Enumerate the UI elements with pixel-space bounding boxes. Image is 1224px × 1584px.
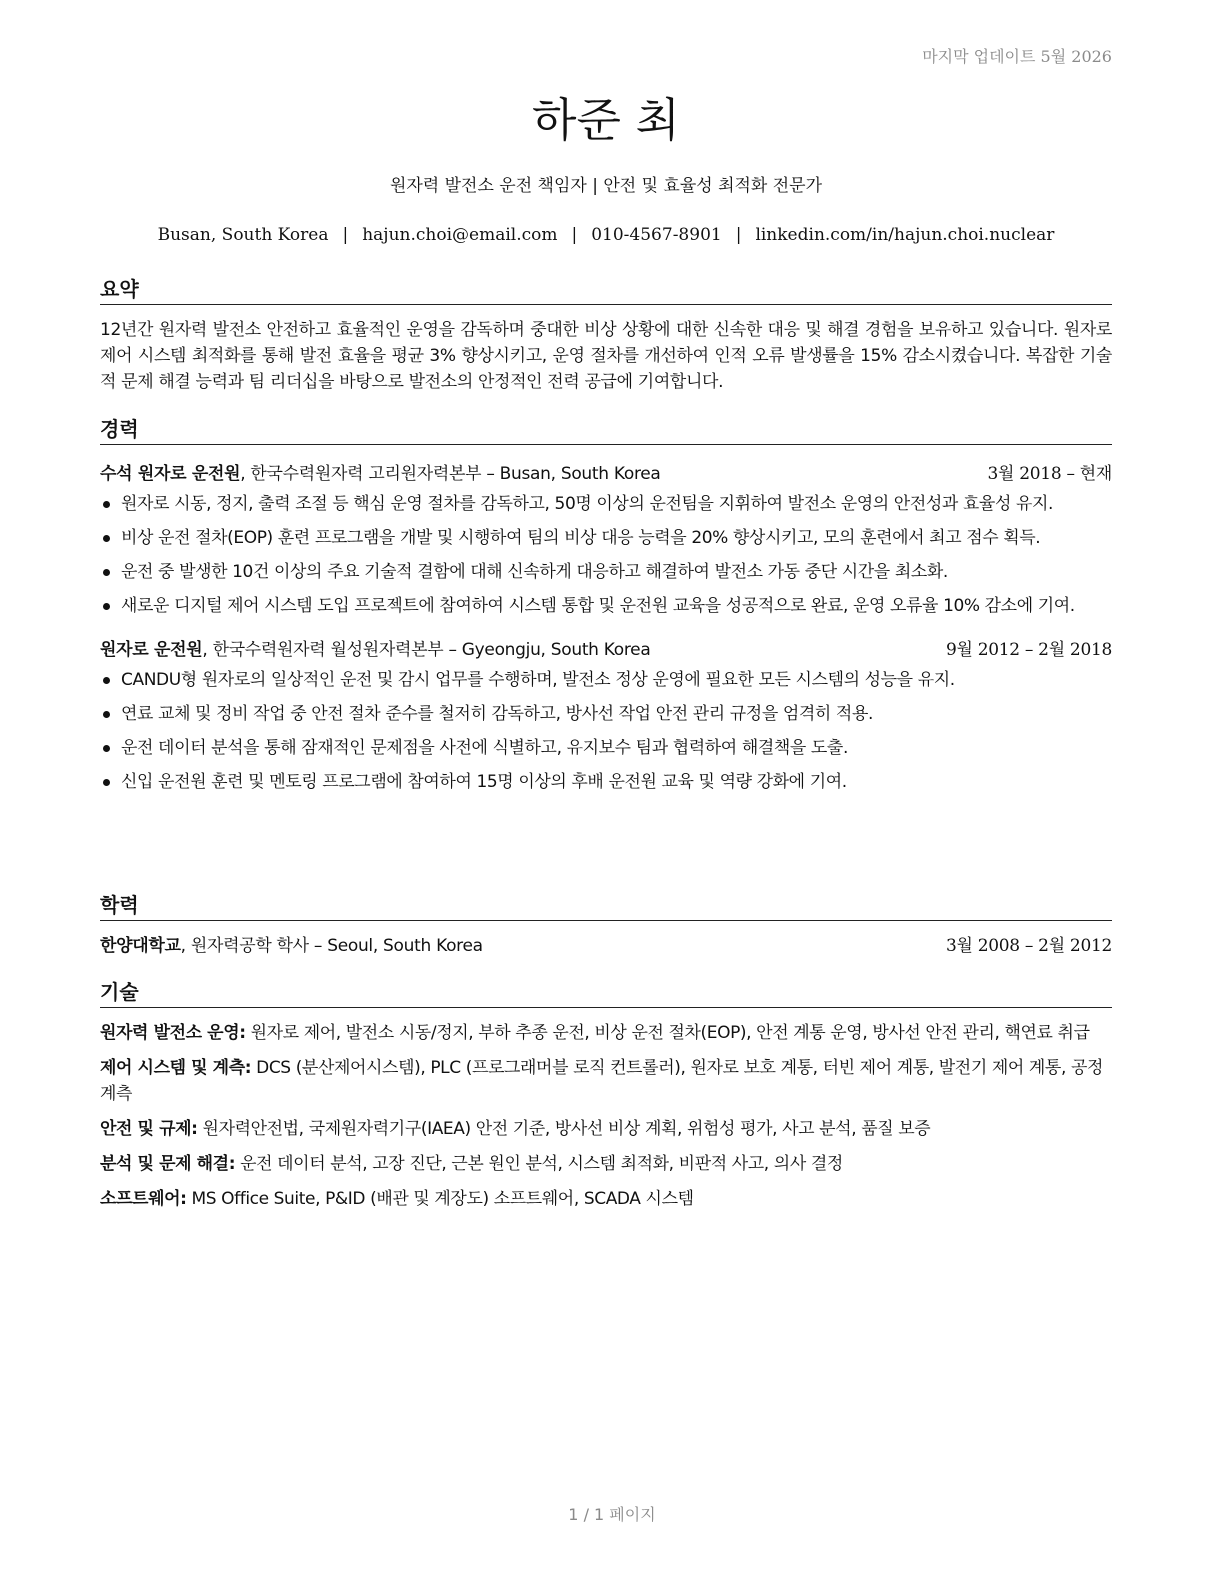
bullet-text: 비상 운전 절차(EOP) 훈련 프로그램을 개발 및 시행하여 팀의 비상 대응 능력을 20% 향상시키고, 모의 훈련에서 최고 점수 획득. (121, 528, 1041, 548)
skill-label: 소프트웨어: (100, 1189, 187, 1209)
contact-phone: 010-4567-8901 (591, 225, 722, 245)
bullet-item (100, 559, 1112, 585)
job-dates: 9월 2012 – 2월 2018 (945, 640, 1112, 660)
skill-item (100, 1055, 1112, 1107)
contact-location: Busan, South Korea (157, 225, 329, 245)
bullet-icon (103, 603, 110, 610)
contact-linkedin[interactable]: linkedin.com/in/hajun.choi.nuclear (755, 225, 1055, 245)
contact-email[interactable]: hajun.choi@email.com (362, 225, 558, 245)
bullet-text: 운전 중 발생한 10건 이상의 주요 기술적 결함에 대해 신속하게 대응하고 해결하여 발전소 가동 중단 시간을 최소화. (121, 562, 948, 582)
skill-label: 제어 시스템 및 계측: (100, 1058, 252, 1078)
section-title-experience: 경력 (100, 416, 1112, 445)
skill-text: 운전 데이터 분석, 고장 진단, 근본 원인 분석, 시스템 최적화, 비판적 사고, 의사 결정 (235, 1154, 843, 1174)
section-title-skills: 기술 (100, 979, 1112, 1008)
headline: 원자력 발전소 운전 책임자 | 안전 및 효율성 최적화 전문가 (389, 176, 823, 196)
skill-text: DCS (분산제어시스템), PLC (프로그래머블 로직 컨트롤러), 원자로 보호 계통, 터빈 제어 계통, 발전기 제어 계통, 공정 계측 (100, 1058, 1103, 1104)
job-header (100, 461, 1112, 487)
job-role: 수석 원자로 운전원 (100, 464, 241, 484)
job-dates: 3월 2018 – 현재 (987, 464, 1112, 484)
school-name: 한양대학교 (100, 936, 181, 956)
bullet-item (100, 735, 1112, 761)
job-entry (100, 637, 1112, 795)
bullet-icon (103, 501, 110, 508)
bullet-text: CANDU형 원자로의 일상적인 운전 및 감시 업무를 수행하며, 발전소 정상 운영에 필요한 모든 시스템의 성능을 유지. (121, 670, 955, 690)
skill-label: 원자력 발전소 운영: (100, 1023, 246, 1043)
bullet-text: 신입 운전원 훈련 및 멘토링 프로그램에 참여하여 15명 이상의 후배 운전원 교육 및 역량 강화에 기여. (121, 772, 847, 792)
summary-section (100, 276, 1112, 395)
bullet-item (100, 667, 1112, 693)
contact-separator: | (342, 225, 349, 245)
bullet-item (100, 491, 1112, 517)
bullet-text: 원자로 시동, 정지, 출력 조절 등 핵심 운영 절차를 감독하고, 50명 이상의 운전팀을 지휘하여 발전소 운영의 안전성과 효율성 유지. (121, 494, 1054, 514)
job-header (100, 637, 1112, 663)
bullet-icon (103, 745, 110, 752)
section-title-summary: 요약 (100, 276, 1112, 305)
skill-item (100, 1020, 1112, 1046)
bullet-icon (103, 535, 110, 542)
job-role: 원자로 운전원 (100, 640, 203, 660)
person-name: 하준 최 (532, 93, 680, 147)
bullet-item (100, 701, 1112, 727)
bullet-item (100, 593, 1112, 619)
skill-text: 원자로 제어, 발전소 시동/정지, 부하 추종 운전, 비상 운전 절차(EOP), 안전 계통 운영, 방사선 안전 관리, 핵연료 취급 (245, 1023, 1090, 1043)
contact-line (100, 225, 1112, 245)
job-bullets (100, 491, 1112, 619)
skill-item (100, 1186, 1112, 1212)
education-entry (100, 933, 1112, 959)
experience-section (100, 416, 1112, 803)
education-dates: 3월 2008 – 2월 2012 (945, 936, 1112, 956)
job-org: , 한국수력원자력 고리원자력본부 – Busan, South Korea (240, 464, 661, 484)
skill-label: 분석 및 문제 해결: (100, 1154, 236, 1174)
job-entry (100, 461, 1112, 619)
bullet-item (100, 525, 1112, 551)
bullet-icon (103, 711, 110, 718)
skill-text: 원자력안전법, 국제원자력기구(IAEA) 안전 기준, 방사선 비상 계획, 위험성 평가, 사고 분석, 품질 보증 (197, 1119, 931, 1139)
bullet-item (100, 769, 1112, 795)
bullet-icon (103, 677, 110, 684)
contact-separator: | (571, 225, 578, 245)
bullet-icon (103, 779, 110, 786)
bullet-text: 운전 데이터 분석을 통해 잠재적인 문제점을 사전에 식별하고, 유지보수 팀과 협력하여 해결책을 도출. (121, 738, 848, 758)
degree-detail: , 원자력공학 학사 – Seoul, South Korea (180, 936, 483, 956)
bullet-icon (103, 569, 110, 576)
section-title-education: 학력 (100, 892, 1112, 921)
job-bullets (100, 667, 1112, 795)
skill-item (100, 1116, 1112, 1142)
page-footer: 1 / 1 페이지 (568, 1505, 656, 1524)
education-section (100, 892, 1112, 959)
resume-page (100, 0, 1112, 1584)
skill-label: 안전 및 규제: (100, 1119, 198, 1139)
contact-separator: | (735, 225, 742, 245)
bullet-text: 연료 교체 및 정비 작업 중 안전 절차 준수를 철저히 감독하고, 방사선 작업 안전 관리 규정을 엄격히 적용. (121, 704, 873, 724)
skill-text: MS Office Suite, P&ID (배관 및 계장도) 소프트웨어, SCADA 시스템 (186, 1189, 694, 1209)
bullet-text: 새로운 디지털 제어 시스템 도입 프로젝트에 참여하여 시스템 통합 및 운전원 교육을 성공적으로 완료, 운영 오류율 10% 감소에 기여. (121, 596, 1075, 616)
job-org: , 한국수력원자력 월성원자력본부 – Gyeongju, South Korea (202, 640, 651, 660)
summary-text: 12년간 원자력 발전소 안전하고 효율적인 운영을 감독하며 중대한 비상 상황에 대한 신속한 대응 및 해결 경험을 보유하고 있습니다. 원자로 제어 시스템 최적화를 통해 발전 효율을 평균 3% 향상시키고, 운영 절차를 개선하여 인적 오류 발생률을 15% 감소시켰습니다. 복잡한 기술적 문제 해결 능력과 팀 리더십을 바탕으로 발전소의 안정적인 전력 공급에 기여합니다. (100, 320, 1112, 392)
skill-item (100, 1151, 1112, 1177)
skills-section (100, 979, 1112, 1212)
last-updated: 마지막 업데이트 5월 2026 (922, 47, 1112, 66)
